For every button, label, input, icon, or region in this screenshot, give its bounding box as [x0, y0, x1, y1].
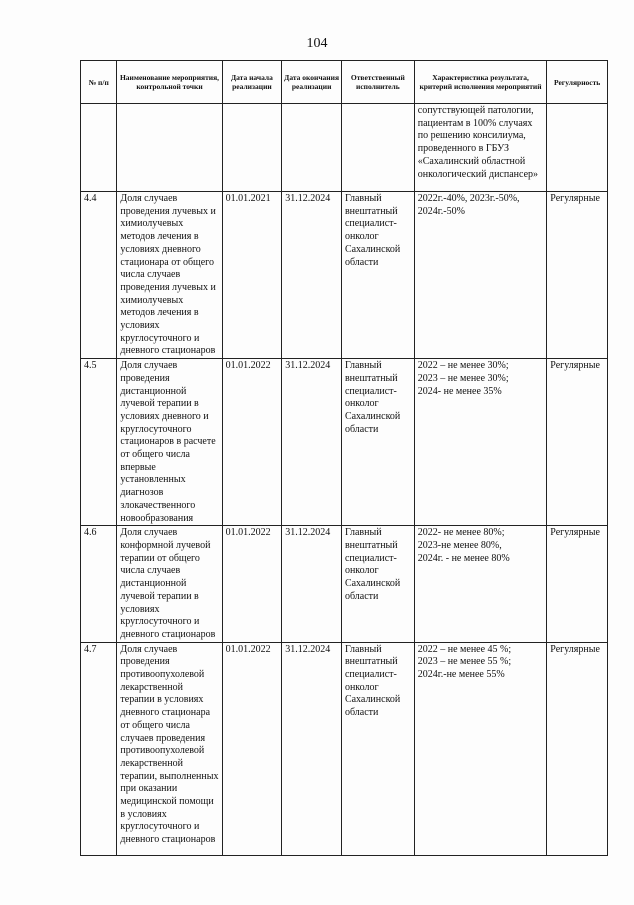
- cell-characteristic: 2022г.-40%, 2023г.-50%, 2024г.-50%: [414, 192, 547, 359]
- table-row: [81, 192, 608, 359]
- cell-characteristic: сопутствующей патологии, пациентам в 100% случаях по решению консилиума, проведенного в ГБУЗ «Сахалинский областной онкологический диспансер»: [414, 104, 547, 192]
- cell-end-date: 31.12.2024: [282, 359, 342, 526]
- header-characteristic: Характеристика результата, критерий исполнения мероприятий: [414, 61, 547, 104]
- header-regularity: Регулярность: [547, 61, 608, 104]
- cell-regularity: Регулярные: [547, 526, 608, 642]
- cell-name: Доля случаев проведения дистанционной лучевой терапии в условиях дневного и круглосуточного стационаров в расчете от общего числа впервые установленных диагнозов злокачественного новообразования: [117, 359, 222, 526]
- cell-name: Доля случаев конформной лучевой терапии от общего числа случаев дистанционной лучевой терапии в условиях круглосуточного и дневного стационаров: [117, 526, 222, 642]
- activities-table: [80, 60, 608, 856]
- cell-characteristic: 2022 – не менее 45 %; 2023 – не менее 55 %; 2024г.-не менее 55%: [414, 642, 547, 855]
- header-end-date: Дата окончания реализации: [282, 61, 342, 104]
- table-row: [81, 359, 608, 526]
- cell-number: 4.7: [81, 642, 117, 855]
- cell-responsible: Главный внештатный специалист-онколог Сахалинской области: [341, 192, 414, 359]
- table-row: [81, 526, 608, 642]
- cell-number: 4.5: [81, 359, 117, 526]
- cell-responsible: Главный внештатный специалист-онколог Сахалинской области: [341, 642, 414, 855]
- cell-characteristic: 2022- не менее 80%; 2023-не менее 80%, 2024г. - не менее 80%: [414, 526, 547, 642]
- cell-end-date: 31.12.2024: [282, 192, 342, 359]
- cell-responsible: Главный внештатный специалист-онколог Сахалинской области: [341, 526, 414, 642]
- cell-start-date: 01.01.2022: [222, 359, 282, 526]
- header-name: Наименование мероприятия, контрольной точки: [117, 61, 222, 104]
- cell-characteristic: 2022 – не менее 30%; 2023 – не менее 30%; 2024- не менее 35%: [414, 359, 547, 526]
- cell-responsible: Главный внештатный специалист-онколог Сахалинской области: [341, 359, 414, 526]
- cell-number: 4.6: [81, 526, 117, 642]
- cell-name: Доля случаев проведения лучевых и химиолучевых методов лечения в условиях дневного стационара от общего числа случаев проведения лучевых и химиолучевых методов лечения в условиях круглосуточного и дневного стационаров: [117, 192, 222, 359]
- table-row: [81, 642, 608, 855]
- table-row: [81, 104, 608, 192]
- cell-regularity: [547, 104, 608, 192]
- header-number: № п/п: [81, 61, 117, 104]
- cell-end-date: 31.12.2024: [282, 642, 342, 855]
- cell-regularity: Регулярные: [547, 359, 608, 526]
- cell-start-date: 01.01.2021: [222, 192, 282, 359]
- cell-end-date: 31.12.2024: [282, 526, 342, 642]
- cell-responsible: [341, 104, 414, 192]
- cell-regularity: Регулярные: [547, 192, 608, 359]
- header-responsible: Ответственный исполнитель: [341, 61, 414, 104]
- table-header-row: [81, 61, 608, 104]
- cell-start-date: 01.01.2022: [222, 526, 282, 642]
- header-start-date: Дата начала реализации: [222, 61, 282, 104]
- cell-number: [81, 104, 117, 192]
- cell-name: [117, 104, 222, 192]
- cell-start-date: 01.01.2022: [222, 642, 282, 855]
- cell-start-date: [222, 104, 282, 192]
- cell-name: Доля случаев проведения противоопухолевой лекарственной терапии в условиях дневного стационара от общего числа случаев проведения противоопухолевой лекарственной терапии, выполненных при оказании медицинской помощи в условиях круглосуточного и дневного стационаров: [117, 642, 222, 855]
- cell-regularity: Регулярные: [547, 642, 608, 855]
- cell-number: 4.4: [81, 192, 117, 359]
- cell-end-date: [282, 104, 342, 192]
- page-number: 104: [306, 36, 328, 51]
